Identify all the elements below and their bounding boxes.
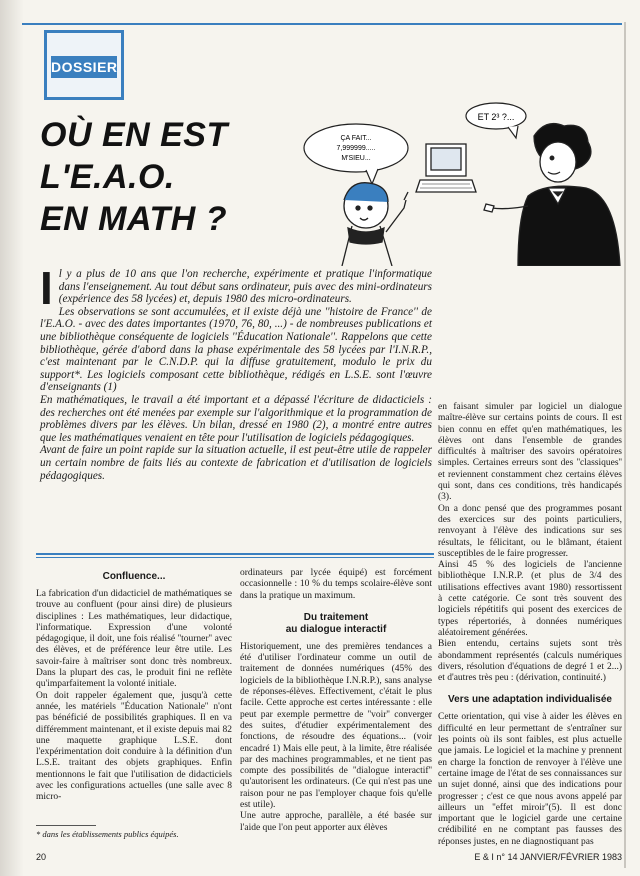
heading-confluence: Confluence...	[102, 571, 166, 582]
col1-paragraph-2: On doit rappeler également que, jusqu'à cette année, les matériels ''Éducation Nationale'' n'ont pas bénéficié de possibilités graphiques. Il en va différemment maintenant, et il existe depuis mai 82 une maquette graphique L.S.E. dont l'expérimentation doit conduire à la définition d'un L.S.E. traitant des objets graphiques. Enfin mentionnons le fait que l'utilisation de didacticiels avec les configurations actuelles (une salle avec 8 micro-	[36, 690, 232, 803]
intro-paragraph-3: En mathématiques, le travail a été important et a dépassé l'écriture de didacticiels : des recherches ont été menées par exemple sur l'algorithmique et la programmation de problèmes divers par les élèves. Un bilan, dressé en 1980 (2), a montré entre autres que les mathématiques venaient en tête pour l'utilisation de logiciels pédagogiques.	[40, 393, 432, 444]
footnote: * dans les établissements publics équipés.	[36, 829, 179, 839]
col3-paragraph-4: Bien entendu, certains sujets sont très abondamment représentés (calculs numériques divers, résolution d'équations de degré 1 et 2...) et d'autres très peu : (dérivation, continuité.)	[438, 639, 622, 684]
speech-bubble-right	[466, 103, 526, 138]
intro-paragraph-1: l y a plus de 10 ans que l'on recherche, expérimente et pratique l'informatique dans l'enseignement. Au tout début sans ordinateur, puis avec des mini-ordinateurs (expérience des 58 lycées) et, depuis 1980 des micro-ordinateurs.	[58, 268, 432, 306]
title-line-1: OÙ EN EST	[40, 116, 228, 154]
column-3	[438, 402, 622, 848]
drop-cap: I	[40, 262, 53, 314]
dossier-badge	[44, 30, 124, 100]
section-divider	[36, 553, 434, 555]
col3-paragraph-5: Cette orientation, qui vise à aider les élèves en difficulté en leur permettant de s'entraîner sur les points où ils sont faibles, est plus actuelle que jamais. Le logiciel et la machine y prennent en charge la fonction de renvoyer à l'élève une certaine image de l'état de ses connaissances sur un sujet donné, ainsi que des indications pour progresser ; c'est ce que nous avons appelé par ailleurs un ''effet miroir''(5). Il est donc important que le logiciel garde une certaine crédibilité en ne comptant pas fausses des réponses justes, en ne diagnostiquant pas	[438, 712, 622, 847]
bubble-right-text: ET 2³ ?...	[477, 112, 515, 122]
bubble-left-line-2: 7,999999.....	[336, 145, 376, 152]
col3-paragraph-3: Ainsi 45 % des logiciels de l'ancienne bibliothèque I.N.R.P. (et plus de 3/4 des utilisations effectives avant 1980) ressortissent à cette catégorie. Ce sont très souvent des logiciels répétitifs qui posent des exercices de types répertoriés, à données numériques aléatoirement générées.	[438, 560, 622, 638]
issue-info: E & I n° 14 JANVIER/FÉVRIER 1983	[474, 852, 622, 862]
computer-icon	[416, 144, 476, 192]
cartoon-illustration	[296, 96, 626, 266]
heading-traitement-2: au dialogue interactif	[285, 623, 387, 635]
heading-traitement-1: Du traitement	[303, 611, 369, 623]
col2-paragraph-2: Une autre approche, parallèle, a été basée sur l'aide que l'on peut apporter aux élèves	[240, 811, 432, 833]
title-line-2: L'E.A.O.	[40, 158, 175, 196]
speech-bubble-left	[304, 124, 408, 184]
student-figure	[342, 183, 408, 266]
title-line-3: EN MATH ?	[40, 200, 228, 238]
col2-paragraph-1: Historiquement, une des premières tendances a été d'utiliser l'ordinateur comme un outil de traitement de données numériques (45% des logiciels de la bibliothèque I.N.R.P.), sans analyse de réponses-élèves. Effectivement, c'était le plus facile. Cette approche est certes intéressante : elle peut par exemple permettre de ''voir'' converger des suites, d'étudier expérimentalement des fonctions, de résoudre des équations... (voir encadré 1) Mais elle peut, à la limite, être réalisée par des machines programmables, et ne tient pas compte des possibilités de ''dialogue interactif'' qu'autorisent les ordinateurs. (Ce qui n'est pas une raison pour ne pas l'employer chaque fois qu'elle est utile).	[240, 641, 432, 811]
heading-adaptation: Vers une adaptation individualisée	[448, 694, 612, 706]
column-2	[240, 568, 432, 834]
page-edge-shadow	[0, 0, 24, 876]
page-number: 20	[36, 852, 47, 862]
section-divider-thin	[36, 557, 434, 558]
bubble-left-line-3: M'SIEU...	[341, 155, 371, 162]
column-1	[36, 568, 232, 804]
teacher-figure	[484, 124, 620, 266]
col2-lead: ordinateurs par lycée équipé) est forcément occasionnelle : 10 % du temps scolaire-élève sont dans la pratique un maximum.	[240, 568, 432, 601]
intro-paragraph-2: Les observations se sont accumulées, et il existe déjà une ''histoire de France'' de l'E.A.O. - avec des dates importantes (1970, 76, 80, ...) - de nombreuses publications et une bibliothèque conséquente de logiciels ''Éducation Nationale''. Rappelons que cette bibliothèque, gérée d'abord dans la phase expérimentale des 58 lycées par l'I.N.R.P., c'est maintenant par le C.N.D.P. qui la diffuse gratuitement, modulo le prix du support*. Les logiciels composant cette bibliothèque, rédigés en L.S.E. sont l'œuvre d'enseignants (1)	[40, 305, 432, 394]
col1-paragraph-1: La fabrication d'un didacticiel de mathématiques se trouve au confluent (pour ainsi dire) de plusieurs disciplines : Les mathématiques, leur didactique, l'informatique. Expression d'une volonté pédagogique, il doit, une fois réalisé ''tourner'' avec des élèves, et de préférence leur être utile. Les savoir-faire à maîtriser sont donc très nombreux. Dans la plupart des cas, le produit fini ne reflète qu'imparfaitement la volonté initiale.	[36, 589, 232, 690]
col3-paragraph-2: On a donc pensé que des programmes posant des exercices sur des points particuliers, renvoyant à l'élève des indications sur ses résultats, le félicitant, ou le blâmant, étaient susceptibles de le faire progresser.	[438, 503, 622, 559]
intro-block	[40, 262, 432, 482]
top-rule	[22, 23, 622, 25]
intro-paragraph-4: Avant de faire un point rapide sur la situation actuelle, il est peut-être utile de rappeler un certain nombre de faits liés au contexte de fabrication et d'utilisation de logiciels pédagogiques.	[40, 444, 432, 482]
dossier-label: DOSSIER	[51, 56, 117, 78]
footnote-rule	[36, 825, 96, 826]
bubble-left-line-1: ÇA FAIT...	[340, 135, 372, 142]
col3-paragraph-1: en faisant simuler par logiciel un dialogue maître-élève sur certains points de cours. Il est bien connu en effet qu'en mathématiques, les élèves ont dans l'ensemble de grandes difficultés à maîtriser des savoirs opératoires simples. Certaines erreurs sont des ''classiques'' et reviennent constamment chez certains élèves qui sont, dans ces conditions, très handicapés (3).	[438, 402, 622, 503]
